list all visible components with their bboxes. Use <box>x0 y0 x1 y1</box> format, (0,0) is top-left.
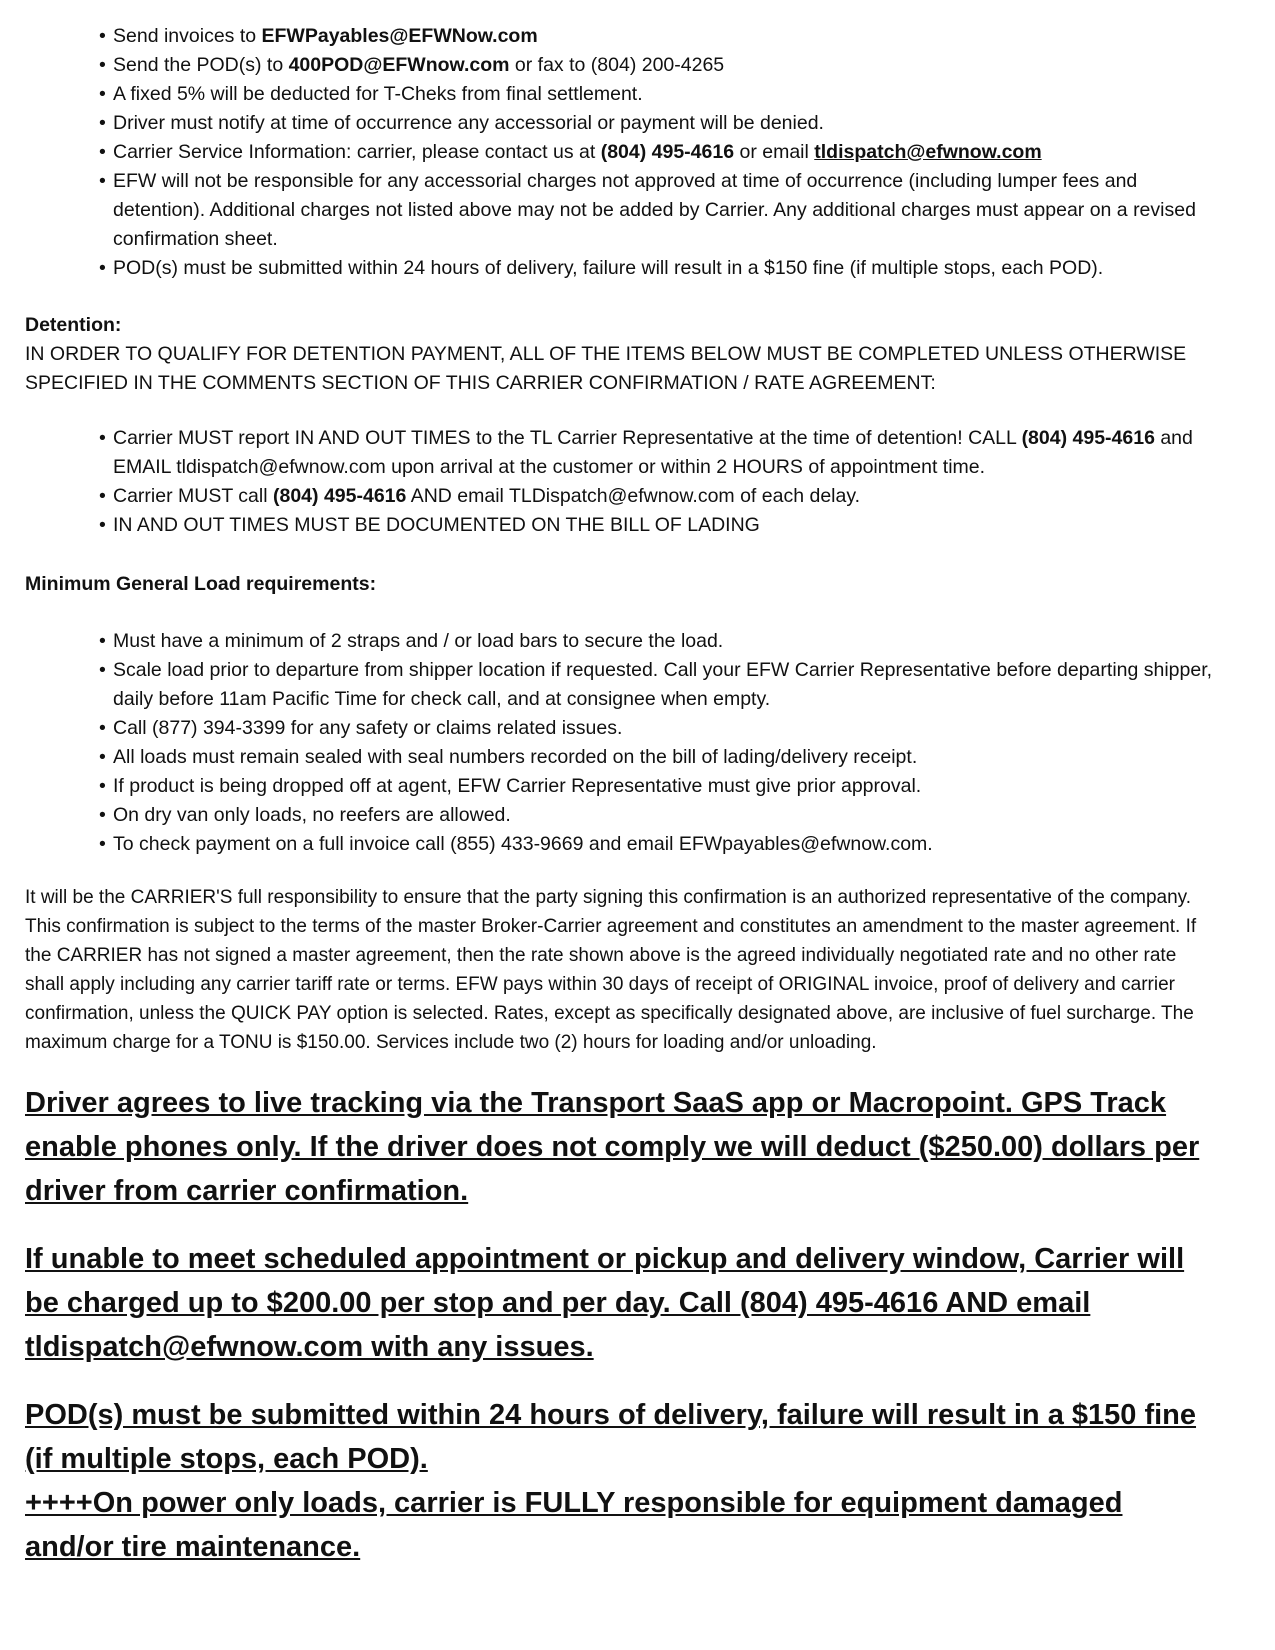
responsibility-paragraph: It will be the CARRIER'S full responsibility to ensure that the party signing this confirmation is an authorized representative of the company. This confirmation is subject to the terms of the master Broker-Carrier agreement and constitutes an amendment to the master agreement. If the CARRIER has not signed a master agreement, then the rate shown above is the agreed individually negotiated rate and no other rate shall apply including any carrier tariff rate or terms. EFW pays within 30 days of receipt of ORIGINAL invoice, proof of delivery and carrier confirmation, unless the QUICK PAY option is selected. Rates, except as specifically designated above, are inclusive of fuel surcharge. The maximum charge for a TONU is $150.00. Services include two (2) hours for loading and/or unloading. <box>25 887 1197 1053</box>
list-item: • Call (877) 394-3399 for any safety or claims related issues. <box>87 714 1215 743</box>
list-item: • IN AND OUT TIMES MUST BE DOCUMENTED ON THE BILL OF LADING <box>87 511 1215 540</box>
service-phone: (804) 495-4616 <box>600 141 735 163</box>
list-item: • A fixed 5% will be deducted for T-Cheks from final settlement. <box>87 80 1215 109</box>
list-item: • EFW will not be responsible for any accessorial charges not approved at time of occurrence (including lumper fees and detention). Additional charges not listed above may not be added by Carrier. Any additional charges must appear on a revised confirmation sheet. <box>87 167 1215 254</box>
detention-phone: (804) 495-4616 <box>1021 427 1155 449</box>
tracking-notice: Driver agrees to live tracking via the Transport SaaS app or Macropoint. GPS Track enable phones only. If the driver does not comply we will deduct ($250.00) dollars per driver from carrier confirmation. <box>25 1087 1200 1207</box>
list-item: • Scale load prior to departure from shipper location if requested. Call your EFW Carrier Representative before departing shipper, daily before 11am Pacific Time for check call, and at consignee when empty. <box>87 656 1215 714</box>
minimum-requirements-heading: Minimum General Load requirements: <box>25 573 377 595</box>
list-item: • Must have a minimum of 2 straps and / or load bars to secure the load. <box>87 627 1215 656</box>
detention-list <box>25 424 1215 540</box>
list-item: • If product is being dropped off at agent, EFW Carrier Representative must give prior approval. <box>87 772 1215 801</box>
detention-intro: IN ORDER TO QUALIFY FOR DETENTION PAYMENT, ALL OF THE ITEMS BELOW MUST BE COMPLETED UNLESS OTHERWISE SPECIFIED IN THE COMMENTS SECTION OF THIS CARRIER CONFIRMATION / RATE AGREEMENT: <box>25 343 1187 394</box>
list-item: • Send invoices to EFWPayables@EFWNow.com <box>87 22 1215 51</box>
payables-email: EFWPayables@EFWNow.com <box>261 25 538 47</box>
list-item: • POD(s) must be submitted within 24 hours of delivery, failure will result in a $150 fine (if multiple stops, each POD). <box>87 254 1215 283</box>
dispatch-email-link[interactable]: tldispatch@efwnow.com <box>814 141 1042 163</box>
list-item: • Carrier MUST call (804) 495-4616 AND email TLDispatch@efwnow.com of each delay. <box>87 482 1215 511</box>
list-item: • To check payment on a full invoice call (855) 433-9669 and email EFWpayables@efwnow.com. <box>87 830 1215 859</box>
billing-instructions-list <box>25 22 1215 283</box>
pod-notice: POD(s) must be submitted within 24 hours of delivery, failure will result in a $150 fine (if multiple stops, each POD). <box>25 1399 1197 1475</box>
appointment-notice: If unable to meet scheduled appointment or pickup and delivery window, Carrier will be charged up to $200.00 per stop and per day. Call (804) 495-4616 AND email tldispatch@efwnow.com with any issues. <box>25 1243 1185 1363</box>
minimum-requirements-list <box>25 627 1215 859</box>
list-item: • On dry van only loads, no reefers are allowed. <box>87 801 1215 830</box>
list-item: • Driver must notify at time of occurrence any accessorial or payment will be denied. <box>87 109 1215 138</box>
list-item: • Send the POD(s) to 400POD@EFWnow.com or fax to (804) 200-4265 <box>87 51 1215 80</box>
list-item: • All loads must remain sealed with seal numbers recorded on the bill of lading/delivery receipt. <box>87 743 1215 772</box>
list-item: • Carrier MUST report IN AND OUT TIMES to the TL Carrier Representative at the time of detention! CALL (804) 495-4616 and EMAIL tldispatch@efwnow.com upon arrival at the customer or within 2 HOURS of appointment time. <box>87 424 1215 482</box>
pod-email: 400POD@EFWnow.com <box>288 54 510 76</box>
power-only-notice: ++++On power only loads, carrier is FULLY responsible for equipment damaged and/or tire maintenance. <box>25 1487 1123 1563</box>
delay-phone: (804) 495-4616 <box>273 485 407 507</box>
detention-heading: Detention: <box>25 314 122 336</box>
list-item: • Carrier Service Information: carrier, please contact us at (804) 495-4616 or email tldispatch@efwnow.com <box>87 138 1215 167</box>
